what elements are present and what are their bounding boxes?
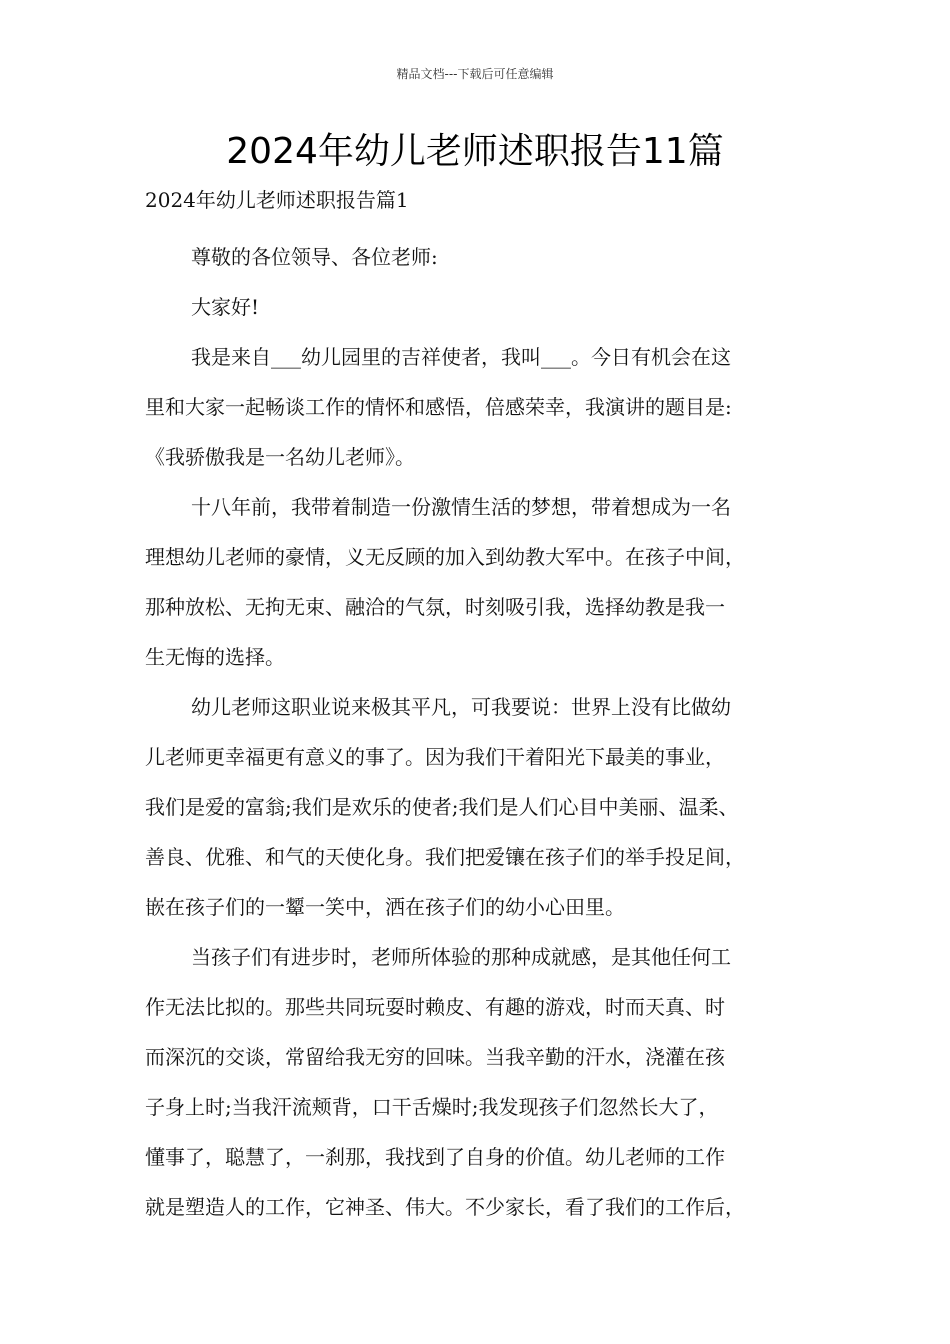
document-title: 2024年幼儿老师述职报告11篇 — [226, 131, 724, 172]
text-line: 那种放松、无拘无束、融洽的气氛，时刻吸引我，选择幼教是我一 — [145, 595, 725, 619]
text-line: 尊敬的各位领导、各位老师: — [191, 245, 438, 269]
header-note: 精品文档---下载后可任意编辑 — [396, 67, 554, 81]
document-body — [145, 232, 835, 1232]
text-line: 《我骄傲我是一名幼儿老师》。 — [145, 445, 415, 469]
text-line: 大家好! — [191, 295, 260, 319]
paragraph — [145, 482, 835, 682]
text-line: 里和大家一起畅谈工作的情怀和感悟，倍感荣幸，我演讲的题目是: — [145, 395, 732, 419]
text-line: 当孩子们有进步时，老师所体验的那种成就感，是其他任何工 — [191, 945, 731, 969]
text-line: 就是塑造人的工作，它神圣、伟大。不少家长，看了我们的工作后， — [145, 1195, 745, 1219]
text-line: 生无悔的选择。 — [145, 645, 285, 669]
text-line: 懂事了，聪慧了，一刹那，我找到了自身的价值。幼儿老师的工作 — [145, 1145, 725, 1169]
text-line: 我是来自___幼儿园里的吉祥使者，我叫___。今日有机会在这 — [191, 345, 731, 369]
text-line: 而深沉的交谈，常留给我无穷的回味。当我辛勤的汗水，浇灌在孩 — [145, 1045, 725, 1069]
text-line: 作无法比拟的。那些共同玩耍时赖皮、有趣的游戏，时而天真、时 — [145, 995, 725, 1019]
text-line: 善良、优雅、和气的天使化身。我们把爱镶在孩子们的举手投足间， — [145, 845, 745, 869]
text-line: 理想幼儿老师的豪情，义无反顾的加入到幼教大军中。在孩子中间， — [145, 545, 745, 569]
text-line: 十八年前，我带着制造一份激情生活的梦想，带着想成为一名 — [191, 495, 731, 519]
text-line: 幼儿老师这职业说来极其平凡，可我要说：世界上没有比做幼 — [191, 695, 731, 719]
text-line: 我们是爱的富翁;我们是欢乐的使者;我们是人们心目中美丽、温柔、 — [145, 795, 739, 819]
paragraph — [145, 332, 835, 482]
paragraph — [145, 932, 835, 1232]
paragraph — [145, 232, 835, 282]
paragraph — [145, 682, 835, 932]
text-line: 儿老师更幸福更有意义的事了。因为我们干着阳光下最美的事业， — [145, 745, 725, 769]
section-title: 2024年幼儿老师述职报告篇1 — [145, 188, 409, 212]
text-line: 嵌在孩子们的一颦一笑中，洒在孩子们的幼小心田里。 — [145, 895, 625, 919]
paragraph — [145, 282, 835, 332]
text-line: 子身上时;当我汗流颊背，口干舌燥时;我发现孩子们忽然长大了， — [145, 1095, 719, 1119]
